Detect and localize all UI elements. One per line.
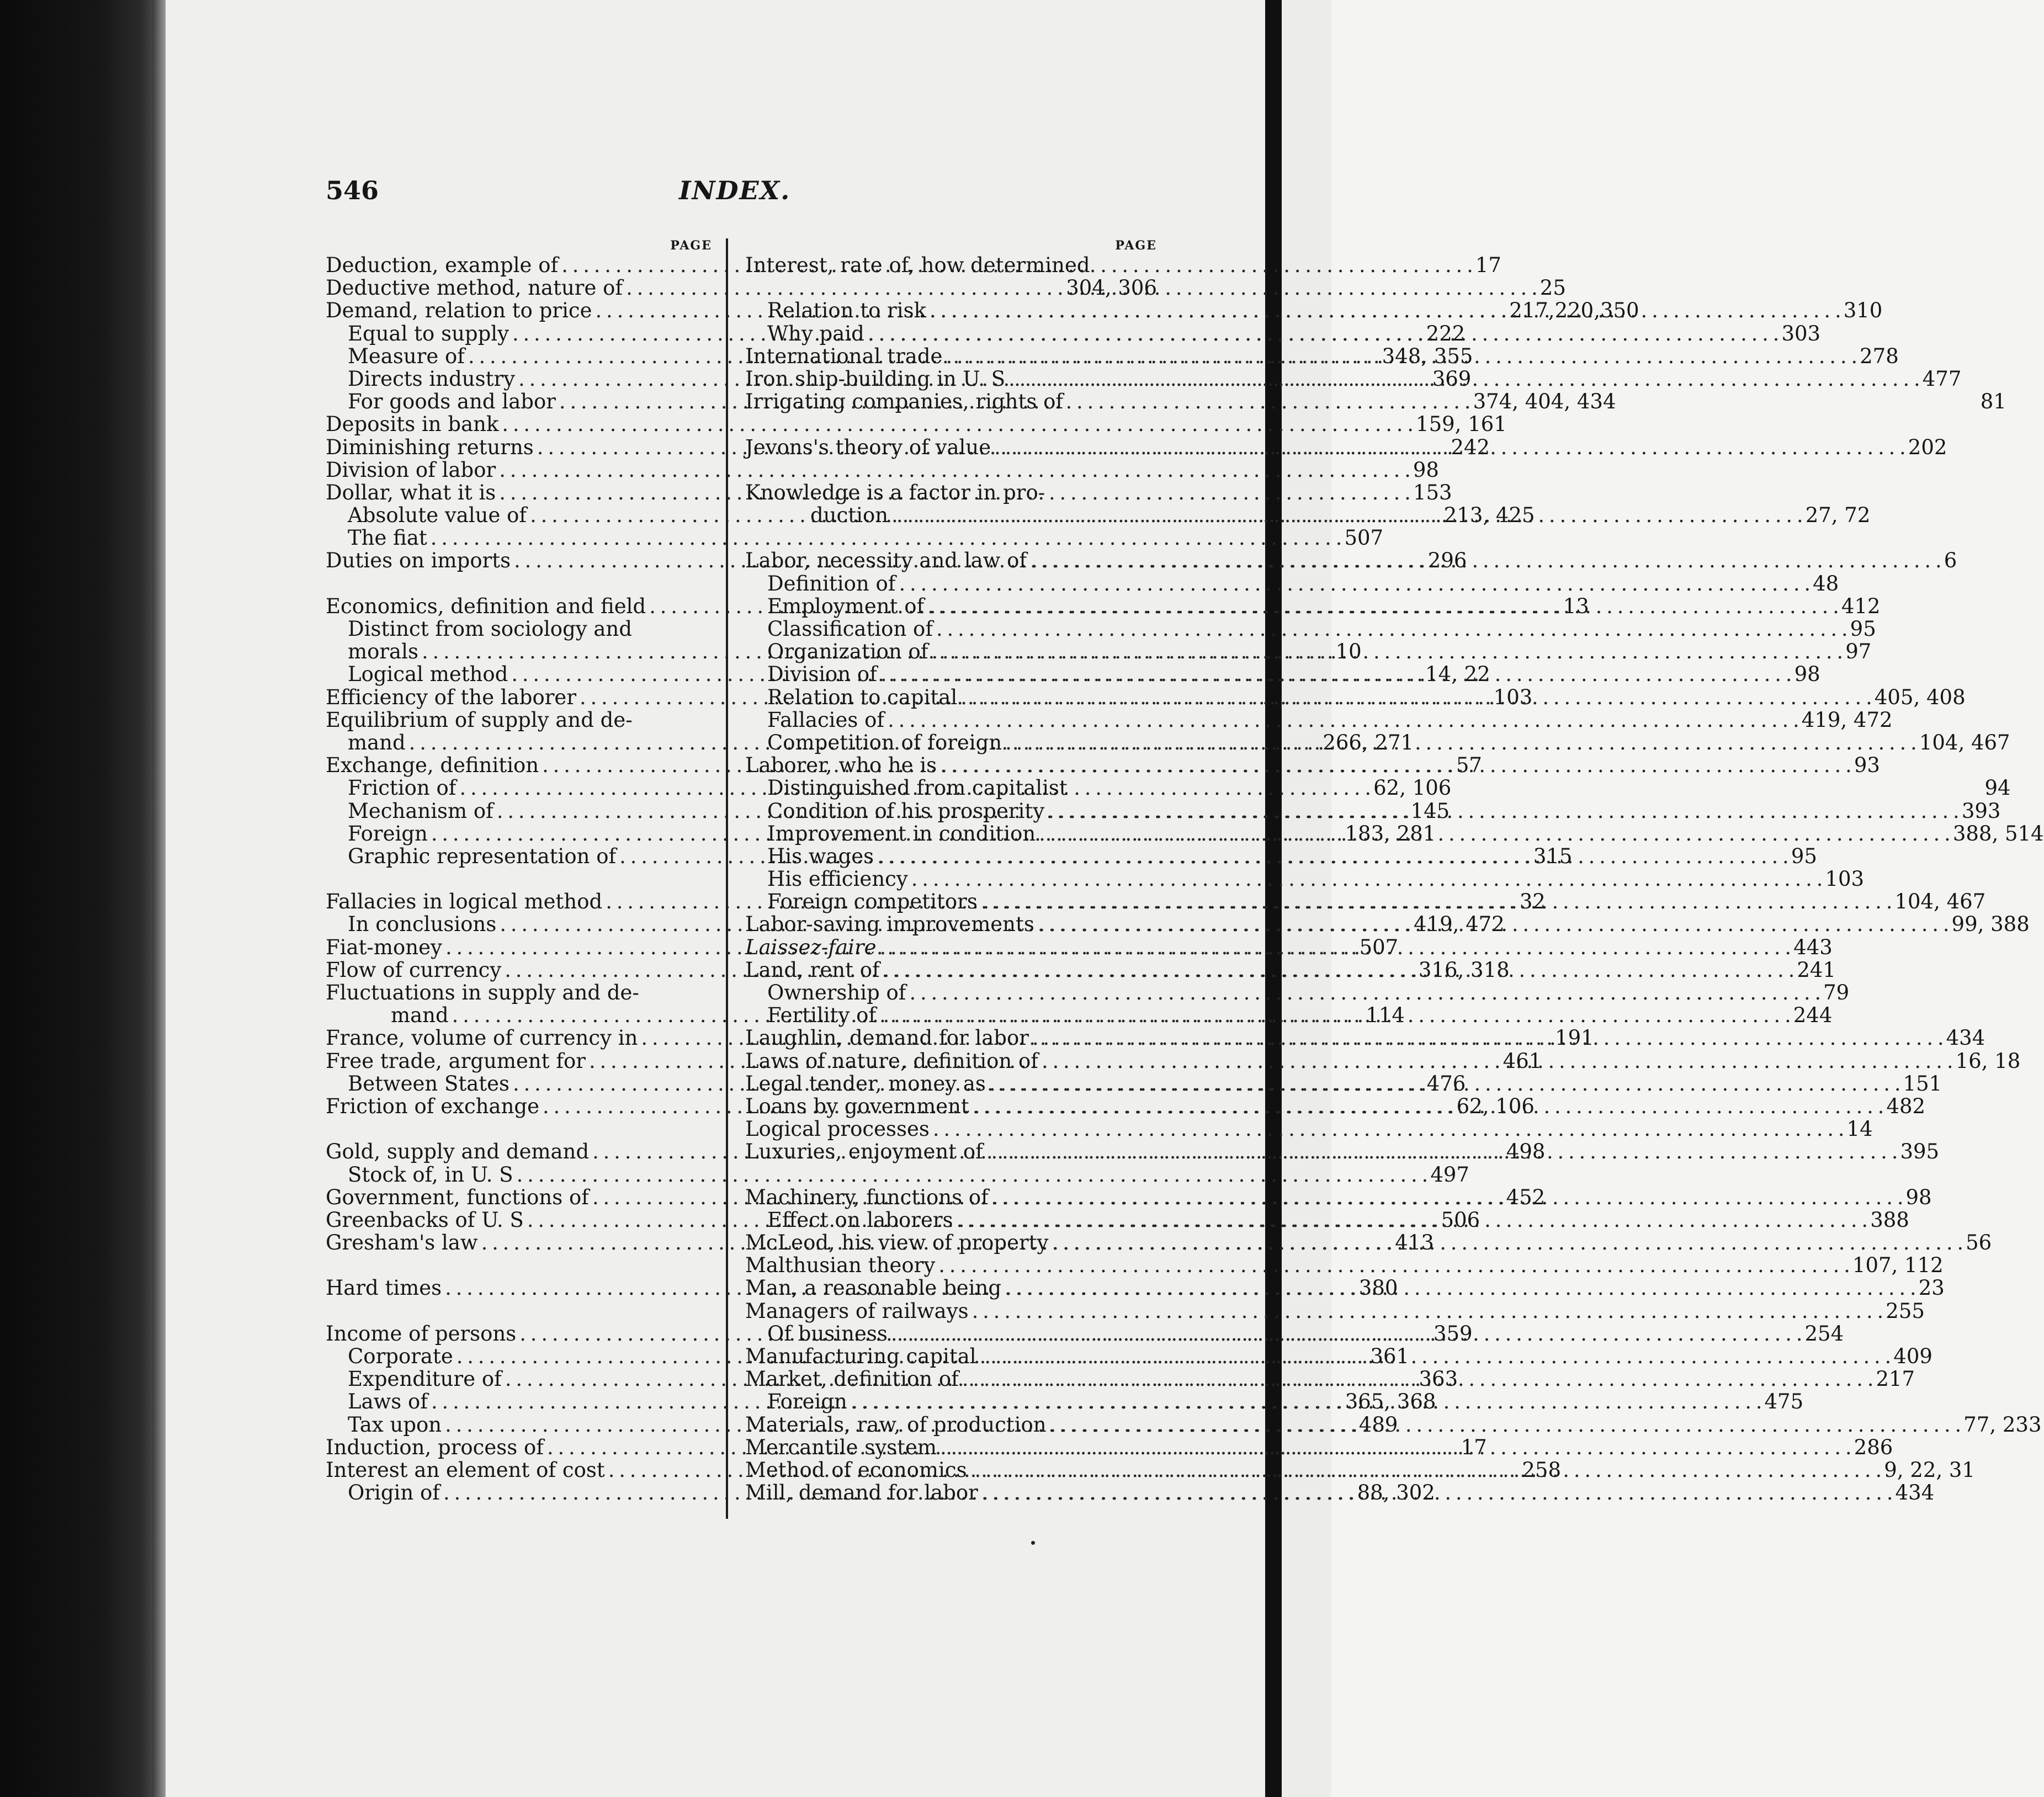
- entry-pages: 278: [1860, 344, 1899, 368]
- entry-term: Free trade, argument for: [326, 1049, 586, 1073]
- entry-term: Of business: [767, 1321, 888, 1346]
- entry-pages: 380: [1358, 1276, 1398, 1300]
- entry-pages: 498: [1506, 1140, 1546, 1164]
- leader-dots: [937, 754, 1854, 777]
- section-gap: [326, 1254, 712, 1277]
- entry-pages: 477: [1922, 366, 1962, 391]
- entry-pages: 461: [1503, 1049, 1542, 1073]
- entry-term: Fallacies in logical method: [326, 890, 603, 914]
- entry-pages: 310: [1843, 299, 1883, 323]
- entry-pages: 255: [1886, 1299, 1925, 1323]
- index-entry: [326, 618, 712, 640]
- entry-pages: 62, 106: [1373, 776, 1452, 800]
- leader-dots: [1048, 1231, 1966, 1254]
- leader-dots: [959, 1368, 1876, 1390]
- entry-term: Dollar, what it is: [326, 480, 496, 504]
- entry-term: Friction of exchange: [326, 1094, 540, 1118]
- entry-term: Organization of: [767, 640, 928, 664]
- index-entry: [326, 1162, 1469, 1187]
- entry-term: Managers of railways: [745, 1299, 969, 1323]
- entry-pages: 95: [1850, 617, 1876, 641]
- section-gap: [326, 868, 712, 890]
- leader-dots: [976, 1345, 1894, 1368]
- entry-term: Gresham's law: [326, 1231, 478, 1255]
- entry-pages: 443: [1793, 935, 1833, 959]
- entry-pages: 98: [1905, 1185, 1932, 1209]
- leader-dots: [1002, 731, 1919, 754]
- entry-pages: 412: [1841, 594, 1881, 618]
- entry-pages: 103: [1493, 685, 1533, 709]
- leader-dots: [926, 299, 1844, 322]
- leader-dots: [1029, 1027, 1946, 1049]
- entry-pages: 79: [1823, 981, 1850, 1004]
- entry-term: Equal to supply: [348, 321, 509, 345]
- leader-dots: [953, 1209, 1871, 1231]
- entry-pages: 286: [1854, 1435, 1893, 1459]
- entry-term: Classification of: [767, 617, 933, 641]
- entry-pages: 48: [1813, 571, 1839, 596]
- page-title: INDEX.: [679, 176, 791, 205]
- entry-term: Land, rent of: [745, 958, 880, 982]
- entry-pages: 361: [1370, 1344, 1410, 1368]
- entry-pages: 104, 467: [1894, 890, 1986, 914]
- leader-dots: [906, 981, 1823, 1004]
- leader-dots: [937, 1436, 1854, 1459]
- entry-term: International trade: [745, 344, 943, 368]
- entry-term: Foreign competitors: [767, 890, 978, 914]
- entry-pages: 16, 18: [1955, 1049, 2021, 1073]
- leader-dots: [978, 890, 1895, 913]
- page-column-heading: PAGE: [1115, 238, 1157, 253]
- entry-term: Definition of: [767, 571, 896, 596]
- leader-dots: [986, 1072, 1903, 1095]
- entry-term: Origin of: [348, 1481, 440, 1505]
- index-entry: [326, 981, 712, 1004]
- entry-term: Fertility of: [767, 1003, 877, 1028]
- section-gap: [745, 413, 1157, 435]
- entry-term: Deduction, example of: [326, 253, 559, 277]
- entry-term: Manufacturing capital: [745, 1344, 976, 1368]
- entry-pages: 217,220,350: [1509, 299, 1639, 323]
- entry-pages: 213, 425: [1443, 503, 1535, 528]
- entry-pages: 159, 161: [1416, 412, 1507, 437]
- entry-term: Legal tender, money as: [745, 1071, 986, 1096]
- leader-dots: [1038, 1050, 1956, 1072]
- entry-pages: 506: [1441, 1208, 1480, 1232]
- entry-term: Loans by government: [745, 1094, 969, 1118]
- leader-dots: [983, 1140, 1900, 1163]
- leader-dots: [933, 618, 1850, 640]
- leader-dots: [895, 572, 1813, 595]
- entry-term: Laws of nature, definition of: [745, 1049, 1038, 1073]
- entry-pages: 507: [1359, 935, 1399, 959]
- entry-term: Jevons's theory of value: [745, 435, 991, 459]
- entry-term: Fiat-money: [326, 935, 442, 959]
- entry-term: Gold, supply and demand: [326, 1140, 590, 1164]
- leader-dots: [847, 1390, 1765, 1413]
- entry-pages: 507: [1344, 526, 1384, 550]
- entry-pages: 103: [1825, 867, 1865, 891]
- entry-term: Corporate: [348, 1344, 453, 1368]
- leader-dots: [884, 709, 1802, 731]
- entry-pages: 32: [1519, 890, 1546, 914]
- index-entry: [326, 412, 1507, 437]
- entry-term: Logical processes: [745, 1117, 930, 1141]
- leader-dots: [1034, 913, 1952, 935]
- entry-term: His wages: [767, 844, 874, 868]
- entry-term: For goods and labor: [348, 390, 556, 414]
- entry-pages: 94: [1984, 776, 2011, 800]
- index-entry: [745, 617, 1876, 641]
- entry-term: Efficiency of the laborer: [326, 685, 577, 709]
- section-gap: [745, 527, 1157, 549]
- entry-term: duction: [810, 503, 889, 528]
- entry-pages: 217: [1876, 1367, 1915, 1391]
- entry-term: Employment of: [767, 594, 925, 618]
- entry-term: Deductive method, nature of: [326, 276, 623, 300]
- entry-term: Mercantile system: [745, 1435, 937, 1459]
- section-gap: [745, 1163, 1157, 1186]
- entry-pages: 114: [1366, 1003, 1405, 1028]
- index-entry: [745, 277, 1157, 299]
- scan-dark-margin-left: [0, 0, 166, 1797]
- entry-term: Irrigating companies, rights of: [745, 390, 1064, 414]
- entry-term: McLeod, his view of property: [745, 1231, 1049, 1255]
- entry-pages: 62, 106: [1456, 1094, 1535, 1118]
- entry-pages: 409: [1893, 1344, 1932, 1368]
- entry-term: Income of persons: [326, 1321, 517, 1346]
- entry-term: Luxuries, enjoyment of: [745, 1140, 983, 1164]
- entry-pages: 17: [1475, 253, 1501, 277]
- leader-dots: [1044, 800, 1962, 822]
- leader-dots: [935, 1254, 1852, 1277]
- entry-term: Hard times: [326, 1276, 442, 1300]
- entry-term: Stock of, in U. S: [348, 1162, 513, 1187]
- entry-term: Improvement in condition: [767, 821, 1036, 846]
- index-entry: [745, 1253, 1944, 1278]
- entry-pages: 434: [1895, 1481, 1935, 1505]
- entry-pages: 9, 22, 31: [1884, 1458, 1975, 1482]
- entry-pages: 104, 467: [1919, 730, 2010, 754]
- leader-dots: [930, 1118, 1847, 1140]
- entry-pages: 57: [1456, 753, 1482, 778]
- entry-term: Diminishing returns: [326, 435, 534, 459]
- entry-pages: 145: [1410, 799, 1450, 823]
- entry-pages: 476: [1426, 1071, 1466, 1096]
- entry-pages: 183, 281: [1345, 821, 1436, 846]
- leader-dots: [874, 845, 1791, 868]
- index-entry: [745, 867, 1865, 891]
- entry-pages: 419, 472: [1801, 708, 1893, 732]
- entry-term: In conclusions: [348, 912, 497, 937]
- entry-pages: 374, 404, 434: [1473, 390, 1616, 414]
- index-entry: [745, 571, 1839, 596]
- entry-pages: 97: [1845, 640, 1872, 664]
- entry-pages: 388: [1870, 1208, 1909, 1232]
- entry-pages: 316, 318: [1418, 958, 1510, 982]
- leader-dots: [880, 959, 1797, 981]
- index-entry: [745, 1117, 1873, 1141]
- entry-term: Tax upon: [348, 1412, 442, 1437]
- entry-term: Interest, rate of, how determined: [745, 253, 1090, 277]
- index-entry: [745, 254, 1157, 277]
- entry-pages: 107, 112: [1852, 1253, 1944, 1278]
- entry-term: Foreign: [348, 821, 428, 846]
- leader-dots: [967, 1459, 1884, 1481]
- leader-dots: [1027, 549, 1944, 572]
- index-entry: [745, 481, 1157, 504]
- entry-term: Laughlin, demand for labor: [745, 1026, 1029, 1050]
- entry-term: Division of labor: [326, 458, 496, 482]
- entry-term: Fluctuations in supply and de-: [326, 981, 639, 1004]
- entry-term: His efficiency: [767, 867, 908, 891]
- entry-pages: 17: [1461, 1435, 1487, 1459]
- column-divider: [726, 238, 728, 1519]
- entry-term: mand: [348, 730, 406, 754]
- entry-pages: 388, 514: [1952, 821, 2044, 846]
- entry-term: Logical method: [348, 662, 508, 687]
- entry-term: Between States: [348, 1071, 510, 1096]
- entry-pages: 258: [1522, 1458, 1561, 1482]
- entry-pages: 419, 472: [1414, 912, 1505, 937]
- entry-term: Fallacies of: [767, 708, 885, 732]
- entry-term: France, volume of currency in: [326, 1026, 638, 1050]
- entry-term: Demand, relation to price: [326, 299, 592, 323]
- entry-term: Malthusian theory: [745, 1253, 936, 1278]
- entry-pages: 99, 388: [1951, 912, 2030, 937]
- entry-pages: 13: [1563, 594, 1589, 618]
- entry-pages: 77, 233: [1963, 1412, 2042, 1437]
- section-gap: [326, 1118, 712, 1140]
- entry-term: Iron ship-building in U. S: [745, 366, 1006, 391]
- entry-pages: 241: [1797, 958, 1836, 982]
- entry-pages: 23: [1918, 1276, 1945, 1300]
- index-entry: [745, 981, 1850, 1004]
- entry-term: The fiat: [348, 526, 427, 550]
- leader-dots: [924, 595, 1841, 618]
- leader-dots: [1047, 1413, 1964, 1436]
- entry-pages: 395: [1900, 1140, 1940, 1164]
- section-gap: [326, 1300, 712, 1322]
- page-column-heading: PAGE: [670, 238, 712, 253]
- leader-dots: [942, 345, 1860, 368]
- leader-dots: [888, 504, 1806, 527]
- entry-term: Ownership of: [767, 981, 906, 1004]
- entry-pages: 81: [1980, 390, 2006, 414]
- print-speck: [1031, 1541, 1035, 1545]
- entry-pages: 303: [1781, 321, 1821, 345]
- leader-dots: [1036, 822, 1953, 845]
- leader-dots: [877, 936, 1794, 959]
- leader-dots: [989, 1186, 1906, 1209]
- entry-term: Laissez-faire: [745, 935, 877, 959]
- entry-term: Division of: [767, 662, 877, 687]
- entry-pages: 151: [1903, 1071, 1942, 1096]
- entry-term: Method of economics: [745, 1458, 967, 1482]
- entry-term: Machinery, functions of: [745, 1185, 989, 1209]
- entry-pages: 452: [1506, 1185, 1546, 1209]
- leader-dots: [908, 868, 1825, 890]
- entry-pages: 489: [1358, 1412, 1398, 1437]
- entry-pages: 482: [1886, 1094, 1926, 1118]
- entry-term: Exchange, definition: [326, 753, 539, 778]
- entry-pages: 296: [1427, 549, 1467, 573]
- entry-term: Friction of: [348, 776, 456, 800]
- entry-term: Interest an element of cost: [326, 1458, 605, 1482]
- leader-dots: [969, 1095, 1887, 1118]
- entry-term: Man, a reasonable being: [745, 1276, 1002, 1300]
- entry-pages: 348, 355: [1382, 344, 1473, 368]
- entry-term: Competition of foreign: [767, 730, 1002, 754]
- entry-term: Mechanism of: [348, 799, 493, 823]
- entry-pages: 202: [1908, 435, 1947, 459]
- entry-term: Flow of currency: [326, 958, 502, 982]
- entry-term: Why paid: [767, 321, 864, 345]
- entry-pages: 363: [1419, 1367, 1458, 1391]
- entry-term: Materials, raw, of production: [745, 1412, 1047, 1437]
- entry-term: Duties on imports: [326, 549, 511, 573]
- entry-term: Effect on laborers: [767, 1208, 953, 1232]
- entry-term: Expenditure of: [348, 1367, 502, 1391]
- leader-dots: [888, 1322, 1805, 1345]
- index-entry: [326, 709, 712, 731]
- entry-term: Government, functions of: [326, 1185, 589, 1209]
- entry-pages: 27, 72: [1805, 503, 1871, 528]
- entry-pages: 254: [1804, 1321, 1844, 1346]
- entry-term: Market, definition of: [745, 1367, 959, 1391]
- entry-pages: 359: [1433, 1321, 1473, 1346]
- entry-pages: 191: [1555, 1026, 1594, 1050]
- leader-dots: [928, 640, 1846, 663]
- entry-pages: 304, 306: [1066, 276, 1157, 300]
- entry-term: Mill, demand for labor: [745, 1481, 978, 1505]
- entry-term: Foreign: [767, 1390, 847, 1414]
- entry-pages: 405, 408: [1874, 685, 1966, 709]
- scan-gutter-shadow: [152, 0, 166, 1797]
- entry-pages: 98: [1413, 458, 1439, 482]
- entry-pages: 475: [1764, 1390, 1804, 1414]
- entry-pages: 497: [1430, 1162, 1469, 1187]
- entry-term: Relation to risk: [767, 299, 927, 323]
- entry-pages: 222: [1426, 321, 1466, 345]
- entry-pages: 95: [1791, 844, 1817, 868]
- entry-pages: 153: [1413, 480, 1452, 504]
- leader-dots: [864, 322, 1782, 345]
- entry-pages: 393: [1961, 799, 2001, 823]
- entry-pages: 244: [1793, 1003, 1833, 1028]
- entry-term: mand: [391, 1003, 449, 1028]
- entry-term: Laborer, who he is: [745, 753, 937, 778]
- entry-term: Distinct from sociology and: [348, 617, 633, 641]
- entry-term: Absolute value of: [348, 503, 527, 528]
- entry-pages: 14, 22: [1425, 662, 1490, 687]
- entry-term: Knowledge is a factor in pro-: [745, 480, 1045, 504]
- entry-pages: 369: [1432, 366, 1472, 391]
- entry-pages: 88, 302: [1357, 1481, 1435, 1505]
- entry-term: Greenbacks of U. S: [326, 1208, 524, 1232]
- entry-pages: 14: [1846, 1117, 1873, 1141]
- index-entry: [745, 1299, 1925, 1323]
- entry-pages: 10: [1335, 640, 1362, 664]
- entry-pages: 315: [1533, 844, 1573, 868]
- page-number: 546: [326, 176, 379, 205]
- entry-pages: 93: [1854, 753, 1880, 778]
- entry-pages: 266, 271: [1323, 730, 1414, 754]
- index-entry: [326, 458, 1439, 482]
- entry-pages: 242: [1451, 435, 1490, 459]
- entry-term: Distinguished from capitalist: [767, 776, 1068, 800]
- entry-pages: 98: [1794, 662, 1820, 687]
- section-gap: [745, 459, 1157, 481]
- index-entry: [326, 526, 1384, 550]
- entry-term: Economics, definition and field: [326, 594, 646, 618]
- leader-dots: [1005, 368, 1923, 390]
- entry-term: Measure of: [348, 344, 465, 368]
- entry-pages: 413: [1395, 1231, 1434, 1255]
- index-entry: [745, 708, 1893, 732]
- entry-term: Labor-saving improvements: [745, 912, 1034, 937]
- leader-dots: [969, 1300, 1886, 1322]
- entry-term: Labor, necessity and law of: [745, 549, 1027, 573]
- section-gap: [326, 572, 712, 595]
- entry-term: morals: [348, 640, 418, 664]
- entry-pages: 25: [1539, 276, 1566, 300]
- entry-term: Directs industry: [348, 366, 516, 391]
- leader-dots: [978, 1481, 1896, 1504]
- entry-pages: 6: [1944, 549, 1957, 573]
- leader-dots: [1001, 1277, 1919, 1299]
- entry-term: Induction, process of: [326, 1435, 544, 1459]
- entry-pages: 56: [1966, 1231, 1992, 1255]
- leader-dots: [876, 1004, 1793, 1027]
- leader-dots: [957, 686, 1875, 709]
- entry-pages: 434: [1946, 1026, 1985, 1050]
- index-page: [166, 0, 2044, 1797]
- entry-term: Relation to capital: [767, 685, 958, 709]
- entry-term: Deposits in bank: [326, 412, 499, 437]
- entry-term: Laws of: [348, 1390, 428, 1414]
- entry-term: Graphic representation of: [348, 844, 617, 868]
- leader-dots: [991, 436, 1908, 459]
- entry-term: Condition of his prosperity: [767, 799, 1045, 823]
- entry-term: Equilibrium of supply and de-: [326, 708, 633, 732]
- leader-dots: [877, 663, 1795, 685]
- entry-pages: 365, 368: [1345, 1390, 1436, 1414]
